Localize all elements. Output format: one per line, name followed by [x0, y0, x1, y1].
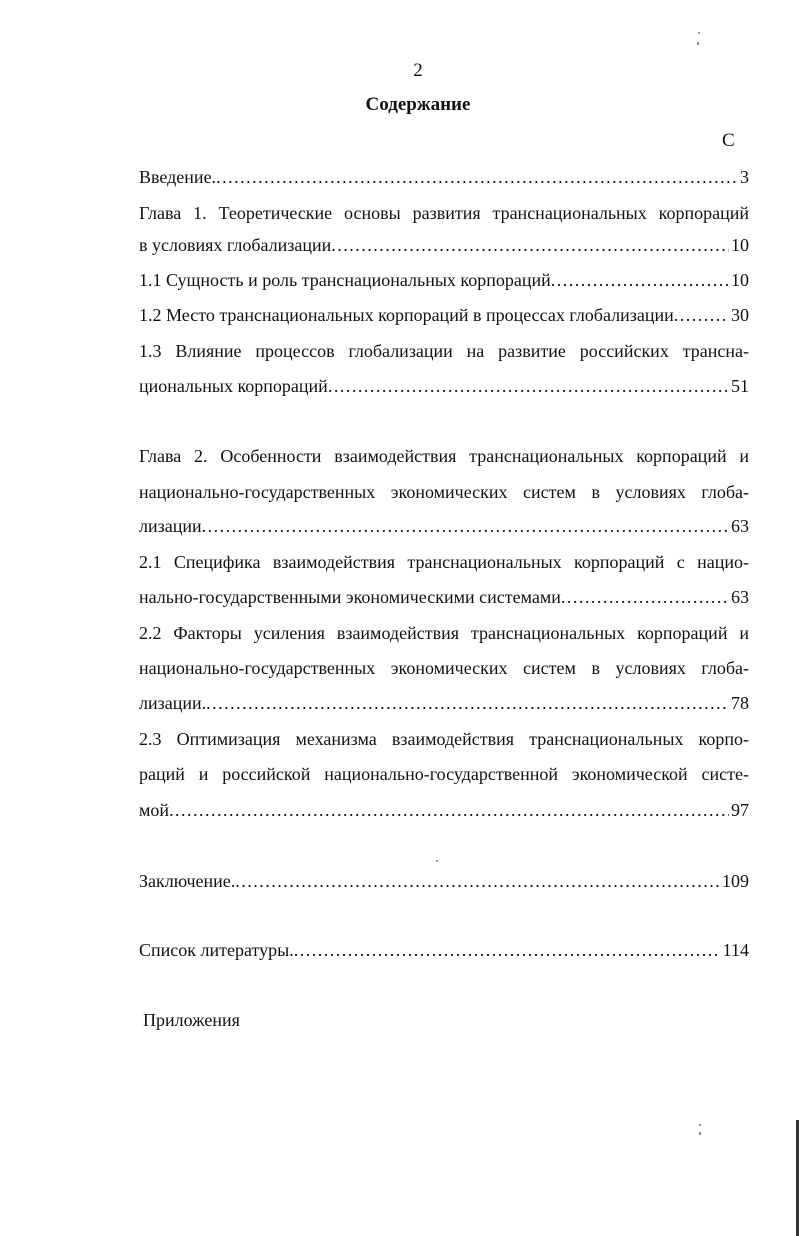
toc-entry-conclusion	[139, 868, 749, 894]
toc-entry-page: 63	[731, 516, 749, 536]
toc-entry-chapter-1	[139, 232, 749, 258]
toc-leader-dots	[202, 513, 729, 539]
toc-entry-section-1-3	[139, 373, 749, 399]
toc-leader-dots	[561, 584, 729, 610]
scan-speck	[436, 860, 438, 862]
toc-entry-section-2-3-line-2: раций и российской национально-государственной экономической систе-	[139, 764, 749, 784]
toc-leader-dots	[235, 868, 720, 894]
toc-entry-introduction	[139, 164, 749, 190]
toc-entry-section-2-3	[139, 797, 749, 823]
toc-entry-chapter-1-line-1: Глава 1. Теоретические основы развития транснациональных корпораций	[139, 203, 749, 223]
toc-entry-title: 1.2 Место транснациональных корпораций в процессах глобализации	[139, 305, 674, 325]
toc-leader-dots	[294, 937, 721, 963]
toc-entry-section-2-3-line-1: 2.3 Оптимизация механизма взаимодействия транснациональных корпо-	[139, 729, 749, 749]
toc-entry-page: 63	[731, 587, 749, 607]
toc-entry-title: циональных корпораций	[139, 376, 328, 396]
toc-leader-dots	[169, 797, 729, 823]
scan-speck	[699, 1124, 701, 1126]
toc-entry-section-2-2	[139, 690, 749, 716]
toc-entry-section-2-1-line-1: 2.1 Специфика взаимодействия транснациональных корпораций с нацио-	[139, 552, 749, 572]
scan-speck	[699, 1132, 701, 1135]
toc-entry-title: лизации	[139, 516, 202, 536]
toc-entry-page: 51	[731, 376, 749, 396]
toc-entry-page: 78	[731, 693, 749, 713]
toc-entry-title: нально-государственными экономическими системами	[139, 587, 561, 607]
toc-entry-page: 97	[731, 800, 749, 820]
toc-entry-page: 10	[731, 270, 749, 290]
toc-entry-appendix: Приложения	[143, 1010, 240, 1030]
toc-entry-page: 10	[731, 235, 749, 255]
toc-entry-title: мой	[139, 800, 170, 820]
toc-entry-section-2-2-line-2: национально-государственных экономических систем в условиях глоба-	[139, 658, 749, 678]
toc-leader-dots	[216, 164, 738, 190]
toc-entry-page: 109	[722, 871, 749, 891]
toc-entry-title: Список литературы.	[139, 940, 294, 960]
page-column-header: С	[722, 130, 735, 151]
toc-entry-section-1-1	[139, 267, 749, 293]
toc-entry-page: 30	[731, 305, 749, 325]
toc-leader-dots	[331, 232, 729, 258]
toc-entry-title: Введение.	[139, 167, 217, 187]
toc-entry-section-2-1	[139, 584, 749, 610]
toc-entry-page: 114	[722, 940, 749, 960]
toc-entry-references	[139, 937, 749, 963]
scan-speck	[698, 32, 700, 34]
toc-leader-dots	[674, 302, 729, 328]
toc-entry-section-1-2	[139, 302, 749, 328]
toc-entry-title: лизации.	[139, 693, 207, 713]
toc-entry-chapter-2-line-1: Глава 2. Особенности взаимодействия транснациональных корпораций и	[139, 446, 749, 466]
toc-entry-title: Заключение.	[139, 871, 236, 891]
toc-entry-title: в условиях глобализации	[139, 235, 332, 255]
toc-entry-section-2-2-line-1: 2.2 Факторы усиления взаимодействия транснациональных корпораций и	[139, 623, 749, 643]
toc-entry-chapter-2	[139, 513, 749, 539]
scan-speck	[697, 42, 699, 45]
toc-leader-dots	[328, 373, 729, 399]
page-number: 2	[413, 60, 423, 81]
toc-entry-title: 1.1 Сущность и роль транснациональных корпораций	[139, 270, 551, 290]
toc-entry-chapter-2-line-2: национально-государственных экономических систем в условиях глоба-	[139, 482, 749, 502]
toc-entry-section-1-3-line-1: 1.3 Влияние процессов глобализации на развитие российских трансна-	[139, 341, 749, 361]
toc-entry-page: 3	[740, 167, 749, 187]
page-title: Содержание	[365, 94, 471, 115]
toc-leader-dots	[206, 690, 729, 716]
toc-leader-dots	[551, 267, 729, 293]
